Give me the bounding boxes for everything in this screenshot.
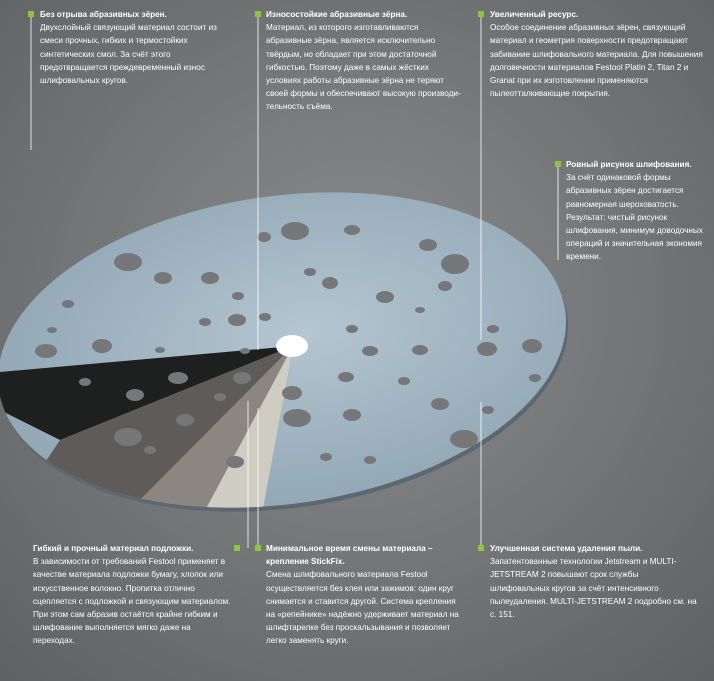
feature-longer-life bbox=[490, 8, 705, 100]
feature-stickfix bbox=[266, 542, 466, 648]
feature-body: Смена шлифовального материала Festool осуществляется без клея или зажимов: один круг снимается и ставится другой. Система крепления на «репейнике» надёжно удерживает материал на шлифтарелке без проскальзывания и позволяет легко заменять круги. bbox=[266, 570, 459, 646]
feature-title: Без отрыва абразивных зёрен. bbox=[40, 10, 167, 19]
feature-flexible-backing bbox=[33, 542, 231, 648]
feature-wear-resistant-grains bbox=[266, 8, 466, 114]
feature-title: Гибкий и прочный материал подложки. bbox=[33, 544, 194, 553]
feature-body: Запатентованные технологии Jetstream и MULTI-JETSTREAM 2 повышают срок службы шлифовальных кругов за счёт интенсивного пылеудаления. MULTI-JETSTREAM 2 подробно см. на с. 151. bbox=[490, 557, 697, 620]
feature-no-grain-loss bbox=[40, 8, 230, 87]
feature-body: Особое соединение абразивных зёрен, связующий материал и геометрия поверхности предотвращают забивание шлифовального материала. Для повышения долговечности материалов Festool Platin 2, Titan 2 и Granat при их изготовлении применяются пылеотталкивающие покрытия. bbox=[490, 23, 703, 99]
feature-title: Минимальное время смены материала – крепление StickFix. bbox=[266, 544, 433, 567]
feature-title: Износостойкие абразивные зёрна. bbox=[266, 10, 408, 19]
feature-title: Увеличенный ресурс. bbox=[490, 10, 579, 19]
feature-title: Ровный рисунок шлифования. bbox=[566, 160, 692, 169]
feature-dust-extraction bbox=[490, 542, 700, 621]
feature-even-pattern bbox=[566, 158, 706, 264]
feature-title: Улучшенная система удаления пыли. bbox=[490, 544, 643, 553]
feature-body: Двухслойный связующий материал состоит из смеси прочных, гибких и термостойких синтетических смол. За счёт этого предотвращается преждевременный износ шлифовальных кругов. bbox=[40, 23, 217, 86]
feature-body: Материал, из которого изготавливаются абразивные зёрна, является исключительно твёрдым, но обладает при этом достаточной гибкостью. Поэтому даже в самых жёстких условиях работы абразивные зёрна не теряют своей формы и обеспечивают высокую производительность съёма. bbox=[266, 23, 461, 112]
feature-body: В зависимости от требований Festool применяет в качестве материала подложки бумагу, хлопок или искусственное волокно. Пропитка отлично сцепляется с подложкой и связующим материалом. При этом сам абразив остаётся крайне гибким и шлифование выполняется мягко даже на переходах. bbox=[33, 557, 231, 646]
feature-body: За счёт одинаковой формы абразивных зёрен достигается равномерная шероховатость. Результат: чистый рисунок шлифования, минимум доводочных операций и значительная экономия времени. bbox=[566, 173, 703, 262]
